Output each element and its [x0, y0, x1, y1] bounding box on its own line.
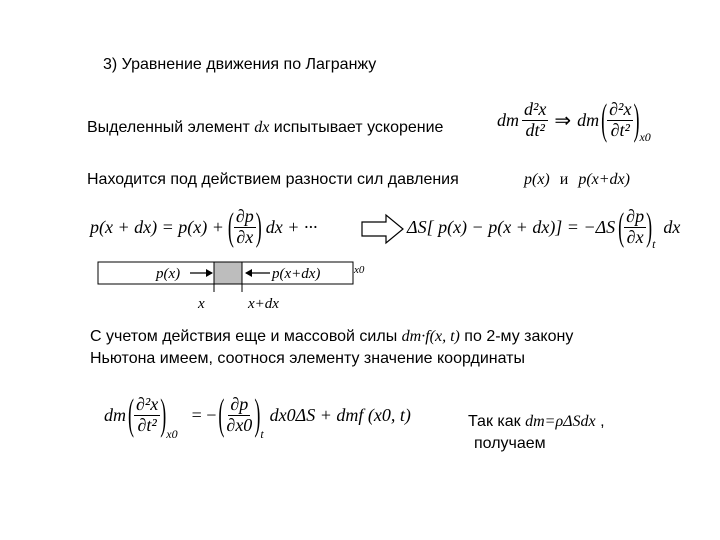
dx-denominator: ∂x — [236, 226, 254, 247]
eq-dx0-denominator: ∂x0 — [226, 414, 253, 435]
total-derivative-fraction — [522, 100, 548, 141]
diagram-px-label: p(x) — [156, 266, 181, 282]
mass-force-math: dm·f(x, t) — [401, 328, 460, 345]
right-paren-icon: ) — [160, 390, 167, 439]
acceleration-formula — [497, 95, 651, 144]
pressure-values — [524, 171, 630, 189]
left-paren-icon: ( — [128, 390, 134, 439]
dm-symbol: dm — [497, 109, 519, 130]
eq-sign: = − — [191, 404, 217, 425]
note-formula: dm=ρΔSdx — [525, 413, 596, 430]
eq-x0-subscript: x0 — [166, 426, 178, 441]
expansion-lhs: p(x + dx) = p(x) + — [90, 216, 224, 237]
eq-accel-numerator: ∂²x — [136, 394, 159, 414]
eq-pressure-fraction — [224, 395, 254, 436]
partial-denominator: ∂t² — [610, 119, 630, 140]
eq-tail: dx0ΔS + dmf (x0, t) — [269, 404, 411, 425]
implies-arrow-icon: ⇒ — [554, 109, 572, 132]
section-heading: 3) Уравнение движения по Лагранжу — [103, 56, 377, 73]
pressure-pxdx: p(x+dx) — [578, 171, 630, 188]
eq-dp-numerator: ∂p — [230, 394, 249, 414]
net-dp-numerator: ∂p — [626, 206, 645, 226]
fluid-element — [214, 262, 242, 284]
taylor-expansion — [90, 204, 318, 249]
d2x-numerator: d²x — [524, 99, 547, 119]
left-paren-icon: ( — [227, 204, 234, 249]
dx-variable: dx — [254, 119, 270, 136]
diagram-x-label: x — [198, 296, 205, 312]
t-subscript: t — [652, 236, 656, 251]
note-since: Так как — [468, 413, 526, 430]
partial-numerator: ∂²x — [609, 99, 632, 119]
dp-dx-fraction — [234, 207, 256, 248]
net-force-tail: dx — [663, 216, 681, 237]
left-paren-icon: ( — [601, 95, 608, 144]
right-paren-icon: ) — [633, 95, 640, 144]
left-paren-icon: ( — [218, 390, 225, 439]
right-paren-icon: ) — [255, 204, 262, 249]
diagram-pxdx-label: p(x+dx) — [272, 266, 321, 282]
right-paren-icon: ) — [254, 390, 261, 439]
diagram-xdx-label: x+dx — [248, 296, 279, 312]
eq-accel-denominator: ∂t² — [137, 414, 157, 435]
paragraph-line-b: Ньютона имеем, соотнося элементу значение координаты — [90, 350, 525, 367]
eq-accel-fraction — [134, 395, 160, 436]
note-line-a — [468, 411, 605, 433]
dt2-denominator: dt² — [525, 119, 545, 140]
pressure-sentence: Находится под действием разности сил давления — [87, 171, 459, 188]
pressure-px: p(x) — [524, 171, 550, 188]
motion-equation — [104, 390, 411, 441]
net-force-fraction — [624, 207, 646, 248]
mass-force-paragraph — [90, 326, 573, 370]
paragraph-text-post: по 2-му закону — [459, 328, 574, 345]
dm-symbol-2: dm — [577, 109, 600, 130]
dp-numerator: ∂p — [235, 206, 254, 226]
right-paren-icon: ) — [646, 204, 653, 249]
eq-t-subscript: t — [260, 426, 264, 441]
note-line-b: получаем — [474, 435, 546, 452]
acceleration-text-post: испытывает ускорение — [269, 119, 444, 136]
left-paren-icon: ( — [618, 204, 625, 249]
net-dx-denominator: ∂x — [626, 226, 644, 247]
note-block — [468, 411, 605, 455]
acceleration-text-pre: Выделенный элемент — [87, 119, 255, 136]
x0-subscript: x0 — [639, 129, 651, 144]
eq-dm: dm — [104, 404, 126, 425]
and-word: и — [559, 171, 569, 188]
net-force-formula — [407, 204, 681, 251]
element-diagram — [90, 258, 380, 316]
paragraph-line-a — [90, 326, 573, 348]
net-force-lhs: ΔS[ p(x) − p(x + dx)] = −ΔS — [407, 216, 616, 237]
expansion-tail: dx + ··· — [265, 216, 318, 237]
note-comma: , — [595, 413, 605, 430]
partial-derivative-fraction — [607, 100, 633, 141]
acceleration-sentence — [87, 119, 443, 137]
diagram-x0-label: x0 — [354, 264, 365, 276]
paragraph-text-pre: С учетом действия еще и массовой силы — [90, 328, 402, 345]
hollow-arrow-icon — [360, 212, 406, 246]
